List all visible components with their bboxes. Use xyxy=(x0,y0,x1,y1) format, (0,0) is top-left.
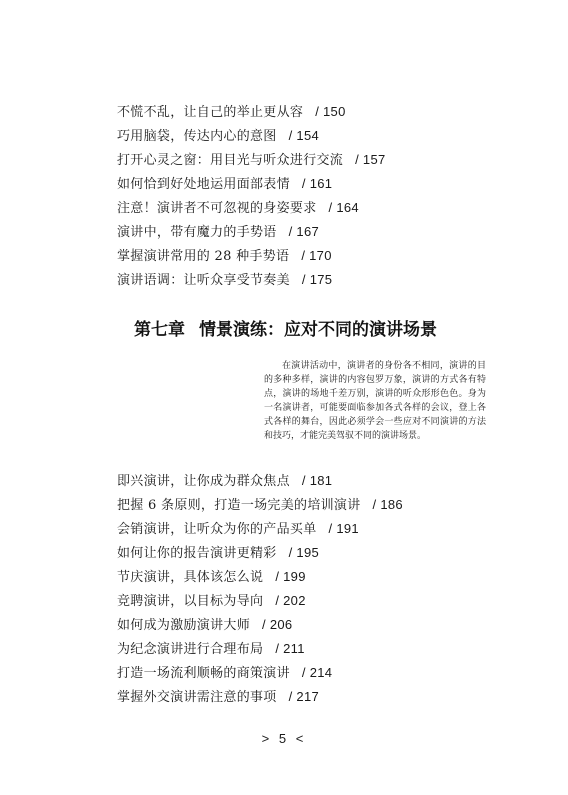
toc-entry-title: 把握 6 条原则，打造一场完美的培训演讲 xyxy=(117,498,361,513)
toc-entry xyxy=(117,493,403,517)
toc-entry xyxy=(117,268,386,292)
toc-entry xyxy=(117,685,403,709)
toc-entry-title: 打开心灵之窗：用目光与听众进行交流 xyxy=(117,153,344,168)
toc-list-before-chapter xyxy=(117,100,386,292)
toc-entry-page: / 167 xyxy=(288,224,320,239)
toc-entry-title: 如何成为激励演讲大师 xyxy=(117,618,251,633)
toc-entry-page: / 154 xyxy=(288,128,320,143)
toc-entry xyxy=(117,541,403,565)
toc-entry-title: 演讲中，带有魔力的手势语 xyxy=(117,225,277,240)
chapter-title: 情景演练：应对不同的演讲场景 xyxy=(199,320,437,340)
toc-entry xyxy=(117,124,386,148)
toc-entry xyxy=(117,613,403,637)
toc-entry-page: / 206 xyxy=(262,617,293,632)
toc-entry-page: / 214 xyxy=(301,665,333,680)
toc-entry xyxy=(117,661,403,685)
toc-entry xyxy=(117,172,386,196)
toc-entry-page: / 150 xyxy=(315,104,346,119)
toc-entry-title: 即兴演讲，让你成为群众焦点 xyxy=(117,474,290,489)
toc-entry-title: 巧用脑袋，传达内心的意图 xyxy=(117,129,277,144)
toc-entry-page: / 161 xyxy=(301,176,333,191)
toc-entry-title: 如何恰到好处地运用面部表情 xyxy=(117,177,290,192)
toc-entry-page: / 195 xyxy=(288,545,320,560)
toc-list-chapter-seven xyxy=(117,469,403,709)
toc-entry xyxy=(117,589,403,613)
toc-entry-title: 会销演讲，让听众为你的产品买单 xyxy=(117,522,317,537)
toc-entry-page: / 202 xyxy=(275,593,306,608)
page-number: > 5 < xyxy=(261,731,307,746)
toc-entry-title: 掌握演讲常用的 28 种手势语 xyxy=(117,249,290,264)
toc-entry-page: / 181 xyxy=(301,473,333,488)
toc-entry-title: 如何让你的报告演讲更精彩 xyxy=(117,546,277,561)
chapter-intro: 在演讲活动中，演讲者的身份各不相同，演讲的目的多种多样，演讲的内容包罗万象，演讲的方式各有特点，演讲的场地千差万别，演讲的听众形形色色。身为一名演讲者，可能要面临参加各式各样的会议，登上各式各样的舞台，因此必须学会一些应对不同演讲的方法和技巧，才能完美驾驭不同的演讲场景。 xyxy=(264,361,486,441)
toc-entry-title: 注意！演讲者不可忽视的身姿要求 xyxy=(117,201,317,216)
toc-entry-page: / 175 xyxy=(301,272,333,287)
toc-entry-page: / 164 xyxy=(328,200,359,215)
toc-entry-page: / 191 xyxy=(328,521,359,536)
toc-entry xyxy=(117,100,386,124)
toc-entry-page: / 211 xyxy=(275,641,305,656)
toc-entry-title: 掌握外交演讲需注意的事项 xyxy=(117,690,277,705)
toc-entry-page: / 199 xyxy=(275,569,306,584)
toc-entry xyxy=(117,637,403,661)
toc-entry-title: 为纪念演讲进行合理布局 xyxy=(117,642,264,657)
toc-entry-page: / 157 xyxy=(355,152,386,167)
toc-entry xyxy=(117,565,403,589)
toc-entry xyxy=(117,220,386,244)
toc-entry xyxy=(117,148,386,172)
toc-entry xyxy=(117,244,386,268)
toc-entry-page: / 217 xyxy=(288,689,320,704)
toc-entry-title: 不慌不乱，让自己的举止更从容 xyxy=(117,105,304,120)
toc-entry-title: 演讲语调：让听众享受节奏美 xyxy=(117,273,290,288)
toc-entry-title: 节庆演讲，具体该怎么说 xyxy=(117,570,264,585)
chapter-heading xyxy=(134,318,437,342)
toc-entry-title: 打造一场流利顺畅的商策演讲 xyxy=(117,666,290,681)
toc-entry xyxy=(117,517,403,541)
toc-entry xyxy=(117,469,403,493)
chapter-number: 第七章 xyxy=(134,320,185,340)
toc-entry-page: / 170 xyxy=(301,248,332,263)
toc-entry xyxy=(117,196,386,220)
toc-entry-page: / 186 xyxy=(372,497,403,512)
toc-entry-title: 竞聘演讲，以目标为导向 xyxy=(117,594,264,609)
